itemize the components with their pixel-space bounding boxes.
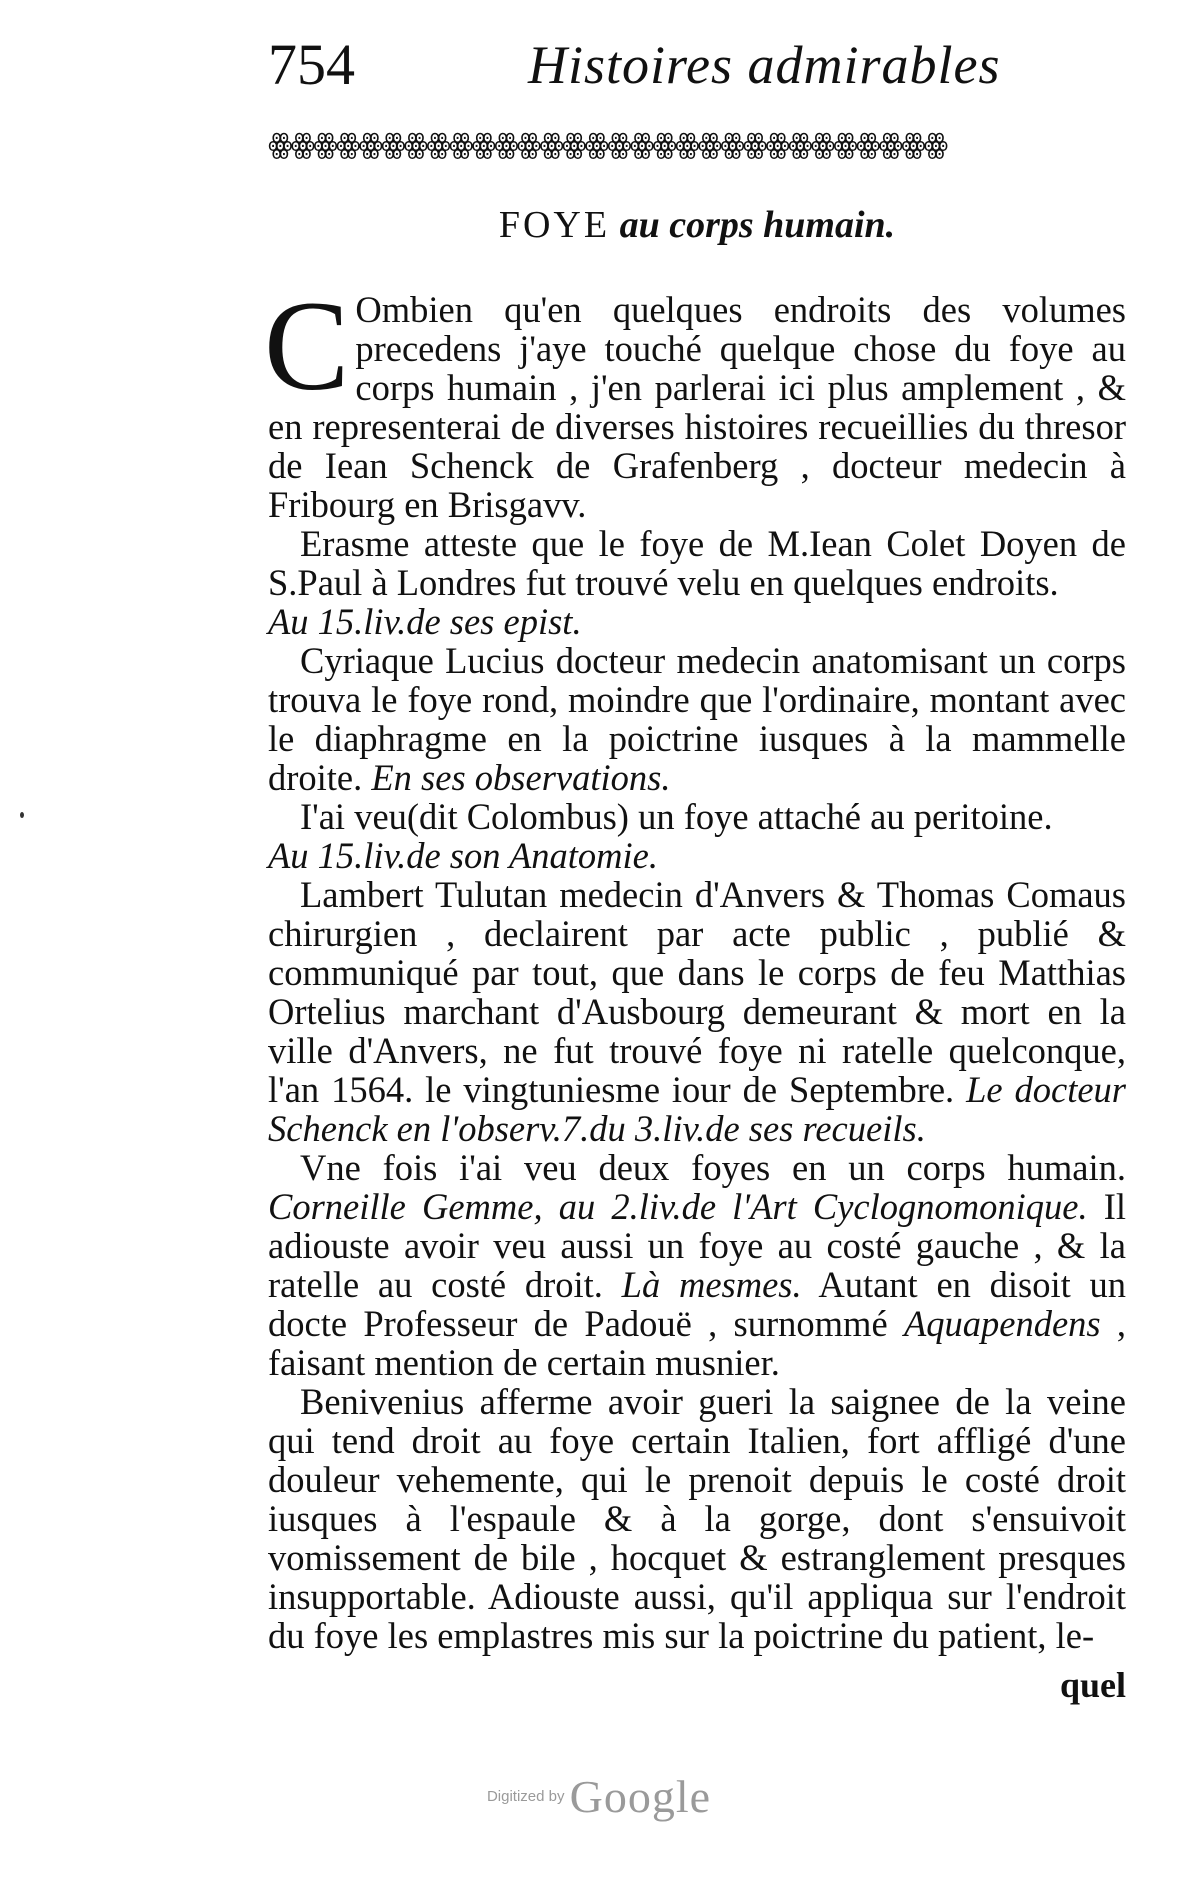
google-logo: Google xyxy=(569,1771,712,1822)
paragraph-text: , faisant mention de certain musnier. xyxy=(268,1303,1127,1383)
citation: En ses observations. xyxy=(371,757,671,798)
paragraph-text: Cyriaque Lucius docteur medecin anatomisant un corps trouva le foye rond, moindre que l'ordinaire, montant avec le diaphragme en la poictrine iusques à la mammelle droite. xyxy=(268,640,1126,798)
body-text xyxy=(264,275,1127,1656)
paragraph-text: Ombien qu'en quelques endroits des volumes precedens j'aye touché quelque chose du foye au corps humain , j'en parlerai ici plus amplement , & en representerai de diverses histoires recueillies du thresor de Iean Schenck de Grafenberg , docteur medecin à Fribourg en Brisgavv. xyxy=(268,289,1126,525)
paragraph-6 xyxy=(268,1148,1126,1382)
catchword: quel xyxy=(1059,1665,1126,1705)
paragraph-7 xyxy=(268,1382,1126,1655)
paragraph-2 xyxy=(268,524,1126,602)
section-title xyxy=(268,200,1126,250)
paragraph-5 xyxy=(268,875,1126,1148)
paragraph-text: Autant en disoit un docte Professeur de Padouë , surnommé xyxy=(268,1264,1127,1344)
print-speck xyxy=(20,812,24,818)
citation-marginal: Au 15.liv.de ses epist. xyxy=(268,601,582,642)
citation: Corneille Gemme, au 2.liv.de l'Art Cyclognomonique. xyxy=(268,1186,1088,1227)
section-title-caps: FOYE xyxy=(498,204,611,246)
drop-cap: C xyxy=(264,275,350,417)
ornament-band: ꙮꙮꙮꙮꙮꙮꙮꙮꙮꙮꙮꙮꙮꙮꙮꙮꙮꙮꙮꙮꙮꙮꙮꙮꙮꙮꙮꙮꙮꙮ xyxy=(268,127,947,160)
running-head: Histoires admirables xyxy=(528,35,1001,95)
paragraph-text: Il adiouste avoir veu aussi un foye au costé gauche , & la ratelle au costé droit. xyxy=(268,1186,1126,1305)
citation: Là mesmes. xyxy=(621,1264,802,1305)
paragraph-text: Benivenius afferme avoir gueri la saignee de la veine qui tend droit au foye certain Italien, fort affligé d'une douleur vehemente, qui le prenoit depuis le costé droit iusques à l'espaule & à la gorge, dont s'ensuivoit vomissement de bile , hocquet & estranglement presques insupportable. Adiouste aussi, qu'il appliqua sur l'endroit du foye les emplastres mis sur la poictrine du patient, le- xyxy=(268,1381,1126,1656)
digitized-prefix: Digitized by xyxy=(486,1788,565,1805)
digitized-watermark xyxy=(0,1770,1198,1830)
page-header xyxy=(268,30,1128,100)
paragraph-text: I'ai veu(dit Colombus) un foye attaché au peritoine. xyxy=(300,796,1053,837)
page-number: 754 xyxy=(268,32,355,97)
paragraph-1 xyxy=(264,275,1126,525)
paragraph-text: Erasme atteste que le foye de M.Iean Colet Doyen de S.Paul à Londres fut trouvé velu en quelques endroits. xyxy=(268,523,1126,603)
citation-marginal: Au 15.liv.de son Anatomie. xyxy=(268,835,658,876)
paragraph-text: Lambert Tulutan medecin d'Anvers & Thomas Comaus chirurgien , declairent par acte public , publié & communiqué par tout, que dans le corps de feu Matthias Ortelius marchant d'Ausbourg demeurant & mort en la ville d'Anvers, ne fut trouvé foye ni ratelle quelconque, l'an 1564. le vingtuniesme iour de Septembre. xyxy=(268,874,1126,1110)
citation: Aquapendens xyxy=(903,1303,1101,1344)
paragraph-3 xyxy=(268,641,1126,797)
paragraph-text: Vne fois i'ai veu deux foyes en un corps humain. xyxy=(300,1147,1126,1188)
citation: Le docteur Schenck en l'observ.7.du 3.liv.de ses recueils. xyxy=(268,1069,1126,1149)
paragraph-4 xyxy=(268,797,1126,836)
section-title-rest: au corps humain. xyxy=(619,204,896,246)
